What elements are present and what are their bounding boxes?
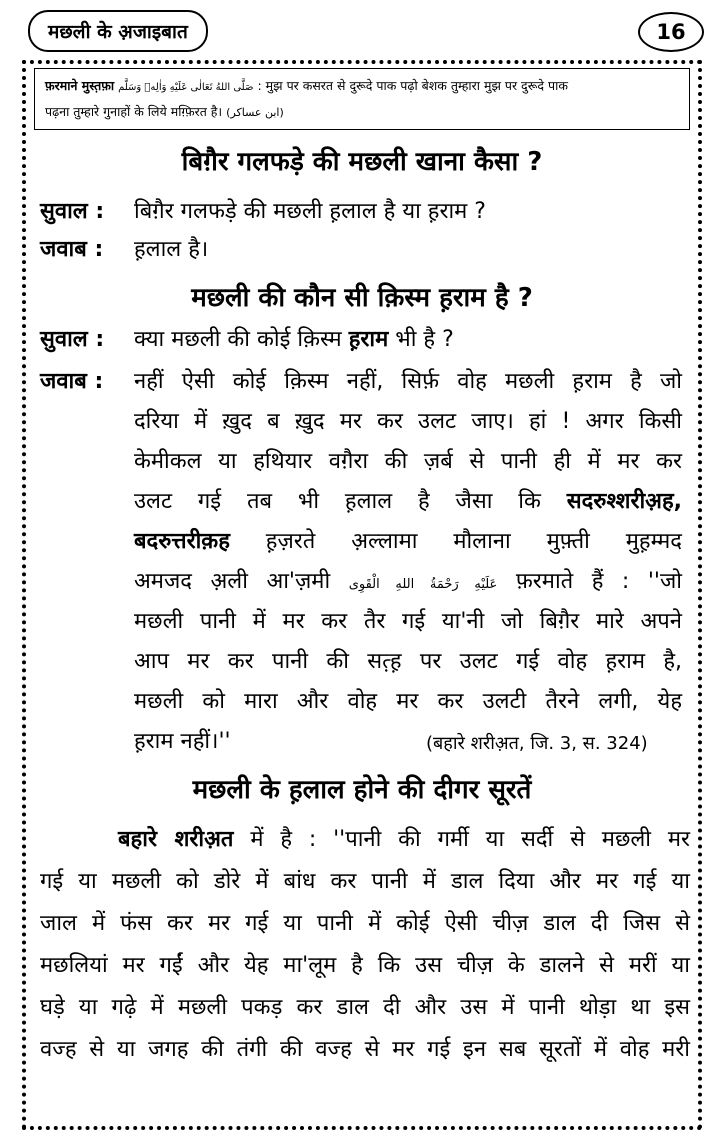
question-label: सुवाल : xyxy=(40,327,105,352)
answer-line-6-text2: फ़रमाते हैं : xyxy=(515,569,630,594)
notice-line-1 xyxy=(45,74,679,100)
answer-line-4 xyxy=(134,484,682,520)
answer-text: ह़लाल है। xyxy=(134,237,209,262)
paragraph-line-3: जाल में फंस कर मर गई या पानी में कोई ऐसी चीज़ डाल दी जिस से xyxy=(40,911,690,936)
paragraph-line-2: गई या मछली को डोरे में बांध कर पानी में डाल दिया और मर गई या xyxy=(40,869,690,894)
reference-citation: (बहारे शरीअ़त, जि. 3, स. 324) xyxy=(426,733,648,754)
answer-line-2: दरिया में ख़ुद ब ख़ुद मर कर उलट जाए। हां ! अगर किसी xyxy=(134,409,682,434)
answer-line-5 xyxy=(134,524,682,560)
question-text: बिग़ैर गलफड़े की मछली ह़लाल है या ह़राम ? xyxy=(134,199,486,224)
answer-line-8: आप मर कर पानी की सत़्ह़ पर उलट गई वोह ह़राम है, xyxy=(134,649,682,674)
notice-source: (ابن عساکر) xyxy=(226,106,284,119)
paragraph-line-4: मछलियां मर गईं और येह मा'लूम है कि उस चीज़ के डालने से मरीं या xyxy=(40,953,690,978)
section1-heading: बिग़ैर गलफड़े की मछली खाना कैसा ? xyxy=(181,147,543,177)
question-text xyxy=(134,322,454,358)
paragraph-line-1 xyxy=(118,822,690,858)
answer-line-last: ह़राम नहीं।'' xyxy=(134,729,231,754)
answer-line-7: मछली पानी में मर कर तैर गई या'नी जो बिग़ैर मारे अपने xyxy=(134,609,682,634)
section3-heading: मछली के ह़लाल होने की दीगर सूरतें xyxy=(192,775,532,805)
answer-line-4-bold: सदरुश्शरीअ़ह, xyxy=(566,489,682,514)
section2-heading: मछली की कौन सी क़िस्म ह़राम है ? xyxy=(191,283,533,313)
answer-line-6 xyxy=(134,564,682,603)
paragraph-line-6: वज्ह से या जगह की तंगी की वज्ह से मर गई इन सब सूरतों में वोह मरी xyxy=(40,1037,690,1062)
answer-label: जवाब : xyxy=(40,369,104,394)
question-label: सुवाल : xyxy=(40,199,105,224)
answer-line-5-text: ह़ज़रते अ़ल्लामा मौलाना मुफ़्ती मुह़म्मद xyxy=(265,529,682,554)
answer-line-5-bold: बदरुत्तरीक़ह xyxy=(134,529,230,554)
notice-line-2 xyxy=(45,100,679,125)
notice-salutation: صَلَّى اللهُ تَعَالٰى عَلَيْهِ وَاٰلِهٖ وَسَلَّم xyxy=(118,82,254,93)
answer-line-1: नहीं ऐसी कोई क़िस्म नहीं, सिर्फ़ वोह मछली ह़राम है जो xyxy=(134,369,682,394)
answer-line-4-text: उलट गई तब भी ह़लाल है जैसा कि xyxy=(134,489,541,514)
notice-text-2: पढ़ना तुम्हारे गुनाहों के लिये मग़्फ़िरत है। xyxy=(45,104,223,119)
answer-line-6-arabic: عَلَيْهِ رَحْمَةُ اللهِ الْقَوِى xyxy=(348,577,498,592)
answer-line-9: मछली को मारा और वोह मर कर उलटी तैरने लगी, येह xyxy=(134,689,682,714)
answer-label: जवाब : xyxy=(40,237,104,262)
book-title: मछली के अ़जाइबात xyxy=(28,10,208,52)
question-bold: ह़राम xyxy=(348,327,389,352)
answer-line-6-quote: ''जो xyxy=(647,569,682,594)
paragraph-first-text: में है : ''पानी की गर्मी या सर्दी से मछली मर xyxy=(250,827,690,852)
question-text-b: भी है ? xyxy=(395,327,454,352)
paragraph-line-5: घड़े या गढ़े में मछली पकड़ कर डाल दी और उस में पानी थोड़ा था इस xyxy=(40,995,690,1020)
page-number: 16 xyxy=(638,12,704,52)
paragraph-bold: बहारे शरीअ़त xyxy=(118,827,234,852)
question-text-a: क्या मछली की कोई क़िस्म xyxy=(134,327,342,352)
answer-line-6-text: अमजद अ़ली आ'ज़मी xyxy=(134,569,331,594)
notice-text-1: : मुझ पर कसरत से दुरूदे पाक पढ़ो बेशक तुम्हारा मुझ पर दुरूदे पाक xyxy=(257,78,568,93)
notice-box xyxy=(34,68,690,130)
answer-line-3: केमीकल या हथियार वग़ैरा की ज़र्ब से पानी ही में मर कर xyxy=(134,449,682,474)
notice-label: फ़रमाने मुस्त़फ़ा xyxy=(45,78,115,93)
